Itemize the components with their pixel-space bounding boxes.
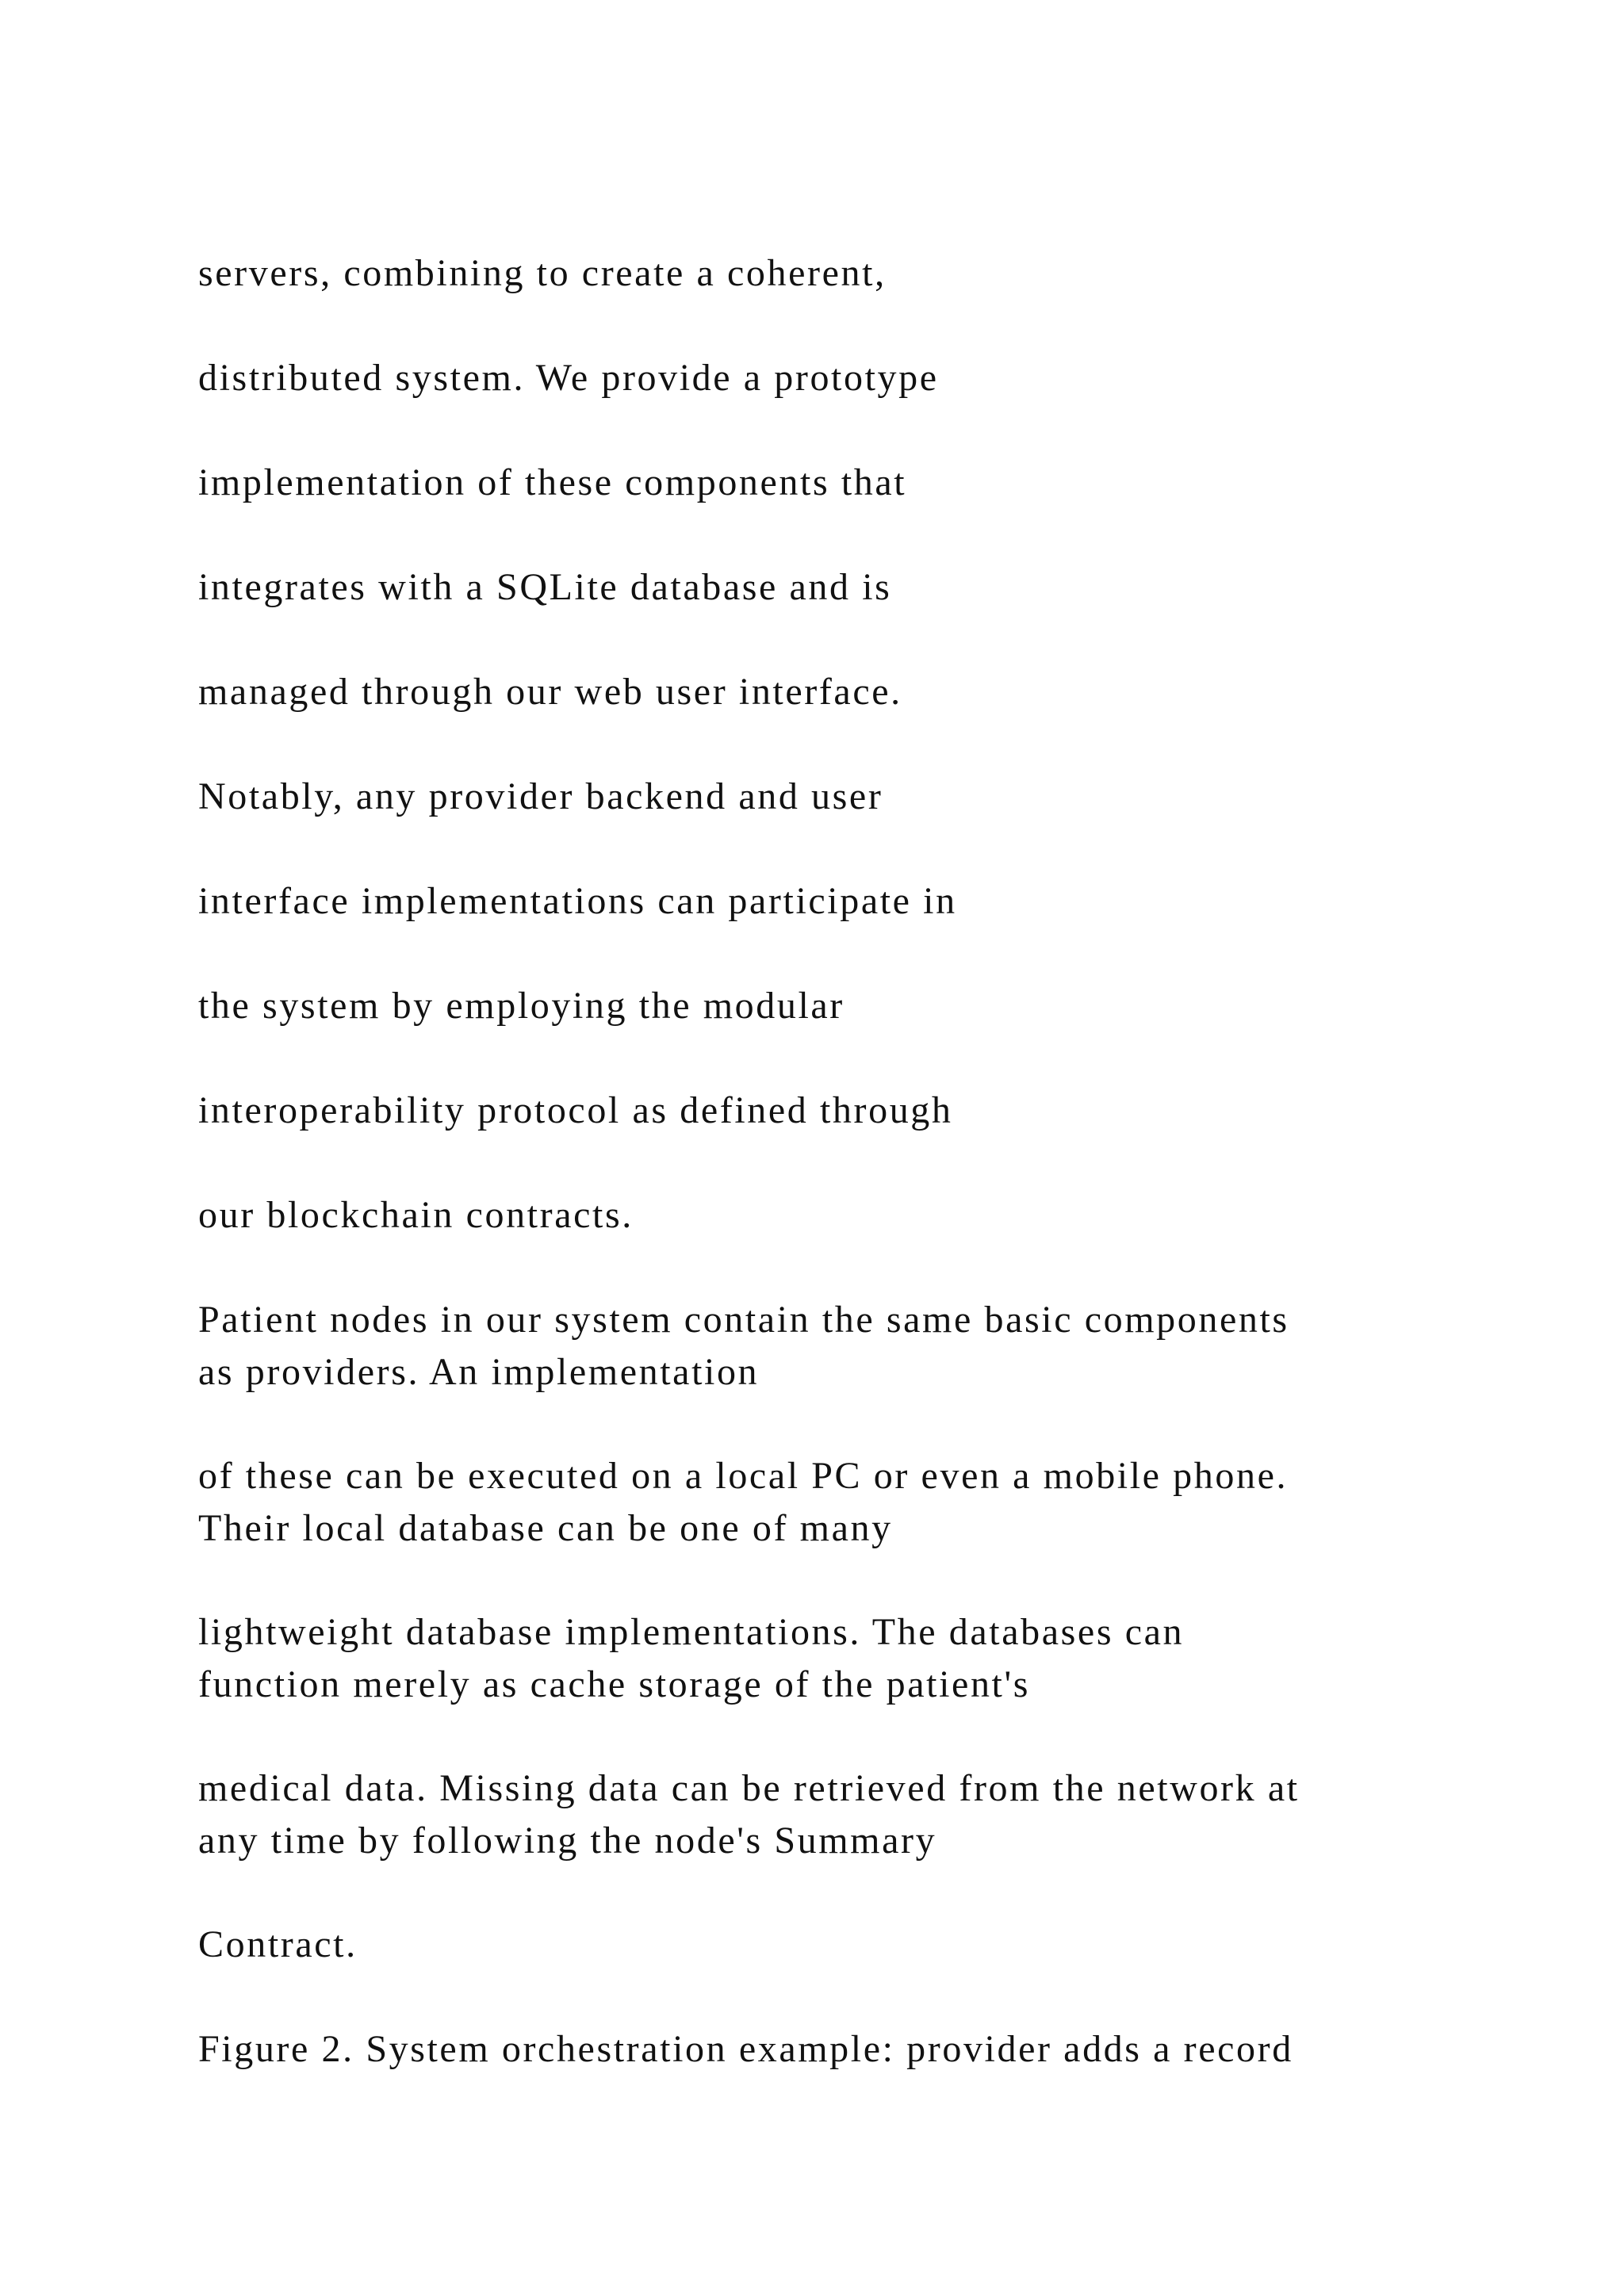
text-line: Their local database can be one of many: [198, 1507, 893, 1549]
text-line: Notably, any provider backend and user: [198, 775, 883, 817]
text-line: integrates with a SQLite database and is: [198, 566, 892, 608]
text-line: Contract.: [198, 1923, 358, 1965]
text-line: function merely as cache storage of the patient's: [198, 1663, 1031, 1705]
text-line: interface implementations can participate in: [198, 880, 957, 922]
text-line: interoperability protocol as defined through: [198, 1089, 953, 1131]
text-line: of these can be executed on a local PC or even a mobile phone.: [198, 1455, 1289, 1497]
text-line: medical data. Missing data can be retrieved from the network at: [198, 1767, 1300, 1809]
text-line: distributed system. We provide a prototype: [198, 357, 939, 399]
text-line: implementation of these components that: [198, 461, 907, 503]
text-line: any time by following the node's Summary: [198, 1820, 937, 1862]
text-line: Patient nodes in our system contain the same basic components: [198, 1299, 1289, 1341]
text-line: the system by employing the modular: [198, 985, 845, 1027]
text-line: lightweight database implementations. The databases can: [198, 1611, 1185, 1653]
text-line: servers, combining to create a coherent,: [198, 252, 887, 294]
text-line: managed through our web user interface.: [198, 671, 902, 713]
figure-caption: Figure 2. System orchestration example: provider adds a record: [198, 2028, 1293, 2070]
text-line: our blockchain contracts.: [198, 1194, 634, 1236]
text-line: as providers. An implementation: [198, 1351, 760, 1393]
